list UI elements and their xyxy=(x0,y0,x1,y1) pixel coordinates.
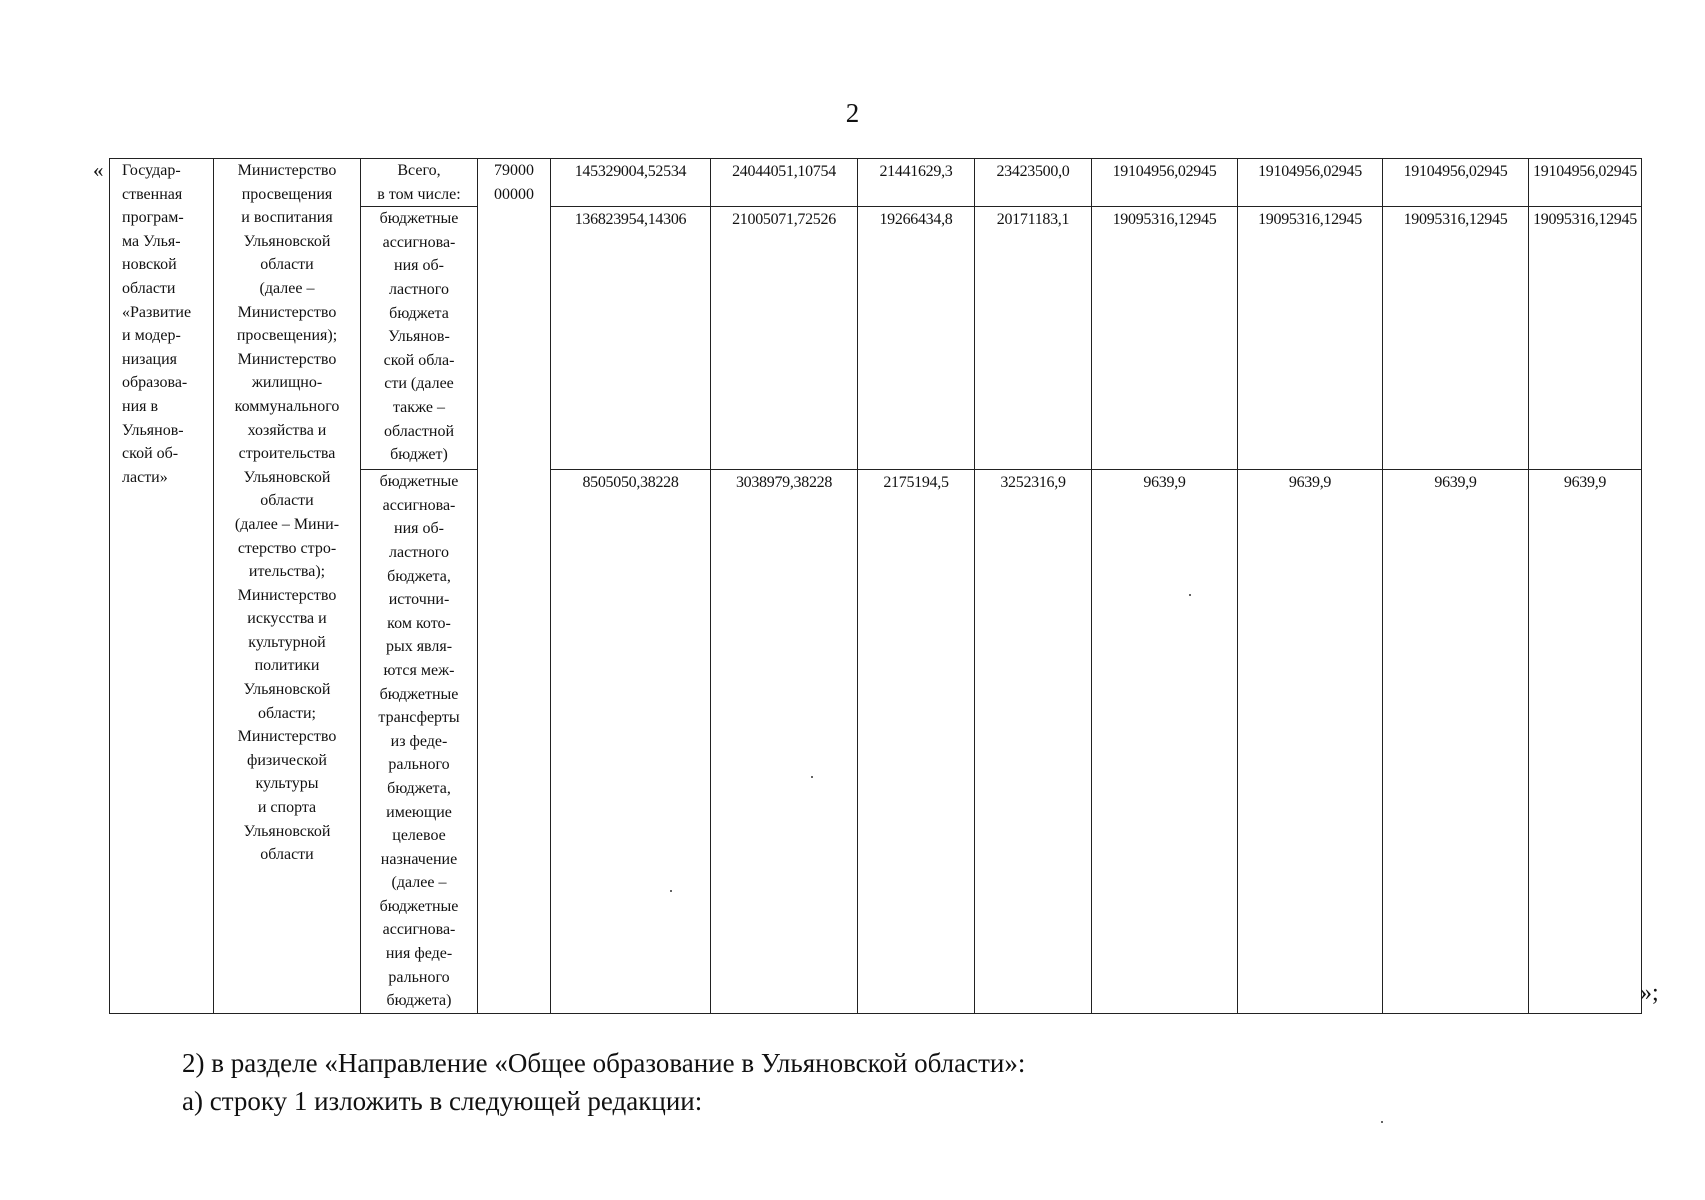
value-cell: 2175194,5 xyxy=(858,470,975,1014)
value-cell: 20171183,1 xyxy=(975,207,1092,470)
funding-source-regional: бюджетные ассигнова- ния об- ластного бюджета Ульянов- ской обла- сти (далее также – областной бюджет) xyxy=(379,210,459,464)
value-cell: 23423500,0 xyxy=(975,159,1092,207)
value-cell: 19095316,12945 xyxy=(1092,207,1238,470)
value-cell: 9639,9 xyxy=(1529,470,1642,1014)
value-cell: 19104956,02945 xyxy=(1529,159,1642,207)
value-cell: 9639,9 xyxy=(1092,470,1238,1014)
scan-speck xyxy=(670,890,672,892)
ministry-cell xyxy=(214,159,361,1014)
value-cell: 8505050,38228 xyxy=(551,470,711,1014)
value-cell: 9639,9 xyxy=(1238,470,1383,1014)
value-cell: 3038979,38228 xyxy=(711,470,858,1014)
value-cell: 19095316,12945 xyxy=(1529,207,1642,470)
code-cell xyxy=(478,159,551,1014)
amendment-paragraph: 2) в разделе «Направление «Общее образование в Ульяновской области»: xyxy=(182,1048,1026,1078)
funding-source-federal: бюджетные ассигнова- ния об- ластного бюджета, источни- ком кото- рых явля- ются меж- бюджетные трансферты из феде- рального бюджета, имеющие целевое назначение (далее – бюджетные ассигнова- ния феде- рального бюджета) xyxy=(378,473,460,1010)
value-cell: 21005071,72526 xyxy=(711,207,858,470)
budget-table xyxy=(109,158,1642,1014)
value-cell: 19266434,8 xyxy=(858,207,975,470)
value-cell: 21441629,3 xyxy=(858,159,975,207)
scan-speck xyxy=(1189,594,1191,596)
amendment-subparagraph: а) строку 1 изложить в следующей редакции: xyxy=(182,1086,703,1116)
value-cell: 145329004,52534 xyxy=(551,159,711,207)
opening-quote-mark: « xyxy=(93,158,104,182)
value-cell: 24044051,10754 xyxy=(711,159,858,207)
value-cell: 136823954,14306 xyxy=(551,207,711,470)
source-cell xyxy=(361,159,478,207)
funding-source-total: Всего, в том числе: xyxy=(377,162,461,203)
value-cell: 19104956,02945 xyxy=(1383,159,1529,207)
value-cell: 19104956,02945 xyxy=(1092,159,1238,207)
closing-quote-mark: »; xyxy=(1640,980,1659,1006)
page-number: 2 xyxy=(845,98,860,128)
value-cell: 3252316,9 xyxy=(975,470,1092,1014)
program-name-cell xyxy=(110,159,214,1014)
table-row-total xyxy=(110,159,1642,207)
value-cell: 19095316,12945 xyxy=(1238,207,1383,470)
program-name: Государ- ственная програм- ма Улья- новской области «Развитие и модер- низация образова- ния в Ульянов- ской об- ласти» xyxy=(122,162,192,486)
scan-speck xyxy=(811,776,813,778)
responsible-ministries: Министерство просвещения и воспитания Ульяновской области (далее – Министерство просвещения); Министерство жилищно- коммунального хозяйства и строительства Ульяновской области (далее – Мини- стерство стро- ительства); Министерство искусства и культурной политики Ульяновской области; Министерство физической культуры и спорта Ульяновской области xyxy=(234,162,340,864)
source-cell xyxy=(361,207,478,470)
value-cell: 19095316,12945 xyxy=(1383,207,1529,470)
scan-speck xyxy=(1381,1121,1383,1123)
value-cell: 19104956,02945 xyxy=(1238,159,1383,207)
source-cell xyxy=(361,470,478,1014)
value-cell: 9639,9 xyxy=(1383,470,1529,1014)
budget-code: 79000 00000 xyxy=(494,162,534,203)
